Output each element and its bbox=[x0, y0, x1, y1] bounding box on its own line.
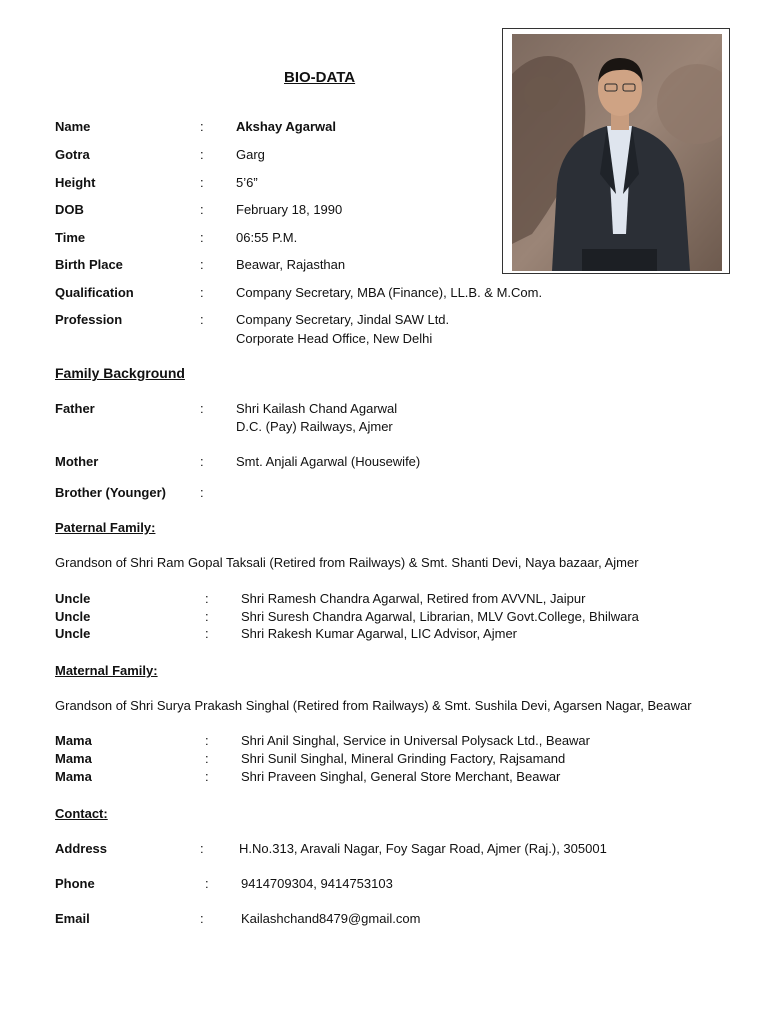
separator: : bbox=[205, 751, 209, 766]
uncle-value: Shri Ramesh Chandra Agarwal, Retired from AVVNL, Jaipur bbox=[241, 591, 586, 606]
paternal-family-heading: Paternal Family: bbox=[55, 520, 156, 535]
email-value: Kailashchand8479@gmail.com bbox=[241, 911, 421, 926]
separator: : bbox=[200, 257, 204, 272]
separator: : bbox=[200, 285, 204, 300]
family-background-heading: Family Background bbox=[55, 365, 185, 381]
mama-value: Shri Sunil Singhal, Mineral Grinding Factory, Rajsamand bbox=[241, 751, 566, 766]
father-label: Father bbox=[55, 401, 95, 416]
mama-label: Mama bbox=[55, 769, 92, 784]
name-value: Akshay Agarwal bbox=[236, 119, 336, 134]
profession-label: Profession bbox=[55, 312, 123, 327]
gotra-label: Gotra bbox=[55, 147, 90, 162]
separator: : bbox=[200, 147, 204, 162]
dob-label: DOB bbox=[55, 202, 84, 217]
separator: : bbox=[200, 119, 204, 134]
birthplace-value: Beawar, Rajasthan bbox=[236, 257, 346, 272]
separator: : bbox=[205, 591, 209, 606]
separator: : bbox=[200, 841, 204, 856]
phone-label: Phone bbox=[55, 876, 95, 891]
mother-value: Smt. Anjali Agarwal (Housewife) bbox=[236, 454, 421, 469]
profile-photo bbox=[512, 34, 722, 271]
gotra-value: Garg bbox=[236, 147, 265, 162]
paternal-grandson-line: Grandson of Shri Ram Gopal Taksali (Retired from Railways) & Smt. Shanti Devi, Naya bazaar, Ajmer bbox=[55, 555, 639, 570]
time-value: 06:55 P.M. bbox=[236, 230, 298, 245]
contact-heading: Contact: bbox=[55, 806, 108, 821]
uncle-value: Shri Rakesh Kumar Agarwal, LIC Advisor, Ajmer bbox=[241, 626, 518, 641]
birthplace-label: Birth Place bbox=[55, 257, 123, 272]
qualification-value: Company Secretary, MBA (Finance), LL.B. & M.Com. bbox=[236, 285, 543, 300]
separator: : bbox=[200, 202, 204, 217]
profession-value-line2: Corporate Head Office, New Delhi bbox=[236, 331, 433, 346]
mama-value: Shri Anil Singhal, Service in Universal Polysack Ltd., Beawar bbox=[241, 733, 590, 748]
father-value-line2: D.C. (Pay) Railways, Ajmer bbox=[236, 419, 393, 434]
mother-label: Mother bbox=[55, 454, 99, 469]
address-value: H.No.313, Aravali Nagar, Foy Sagar Road, Ajmer (Raj.), 305001 bbox=[239, 841, 607, 856]
brother-label: Brother (Younger) bbox=[55, 485, 166, 500]
height-label: Height bbox=[55, 175, 96, 190]
dob-value: February 18, 1990 bbox=[236, 202, 343, 217]
separator: : bbox=[200, 911, 204, 926]
separator: : bbox=[200, 175, 204, 190]
profile-photo-frame bbox=[502, 28, 730, 274]
separator: : bbox=[200, 454, 204, 469]
mama-label: Mama bbox=[55, 733, 92, 748]
separator: : bbox=[205, 769, 209, 784]
name-label: Name bbox=[55, 119, 91, 134]
phone-value: 9414709304, 9414753103 bbox=[241, 876, 393, 891]
mama-label: Mama bbox=[55, 751, 92, 766]
separator: : bbox=[205, 609, 209, 624]
page-title: BIO-DATA bbox=[284, 69, 356, 86]
height-value: 5’6” bbox=[236, 175, 258, 190]
separator: : bbox=[200, 230, 204, 245]
uncle-value: Shri Suresh Chandra Agarwal, Librarian, MLV Govt.College, Bhilwara bbox=[241, 609, 639, 624]
mama-value: Shri Praveen Singhal, General Store Merchant, Beawar bbox=[241, 769, 561, 784]
uncle-label: Uncle bbox=[55, 626, 91, 641]
maternal-grandson-line: Grandson of Shri Surya Prakash Singhal (Retired from Railways) & Smt. Sushila Devi, Agarsen Nagar, Beawar bbox=[55, 698, 692, 713]
email-label: Email bbox=[55, 911, 90, 926]
address-label: Address bbox=[55, 841, 108, 856]
father-value-line1: Shri Kailash Chand Agarwal bbox=[236, 401, 398, 416]
maternal-family-heading: Maternal Family: bbox=[55, 663, 158, 678]
separator: : bbox=[200, 312, 204, 327]
profession-value-line1: Company Secretary, Jindal SAW Ltd. bbox=[236, 312, 450, 327]
qualification-label: Qualification bbox=[55, 285, 134, 300]
separator: : bbox=[205, 626, 209, 641]
uncle-label: Uncle bbox=[55, 609, 91, 624]
separator: : bbox=[200, 401, 204, 416]
portrait-illustration bbox=[512, 34, 722, 271]
uncle-label: Uncle bbox=[55, 591, 91, 606]
separator: : bbox=[205, 876, 209, 891]
time-label: Time bbox=[55, 230, 86, 245]
separator: : bbox=[200, 485, 204, 500]
separator: : bbox=[205, 733, 209, 748]
